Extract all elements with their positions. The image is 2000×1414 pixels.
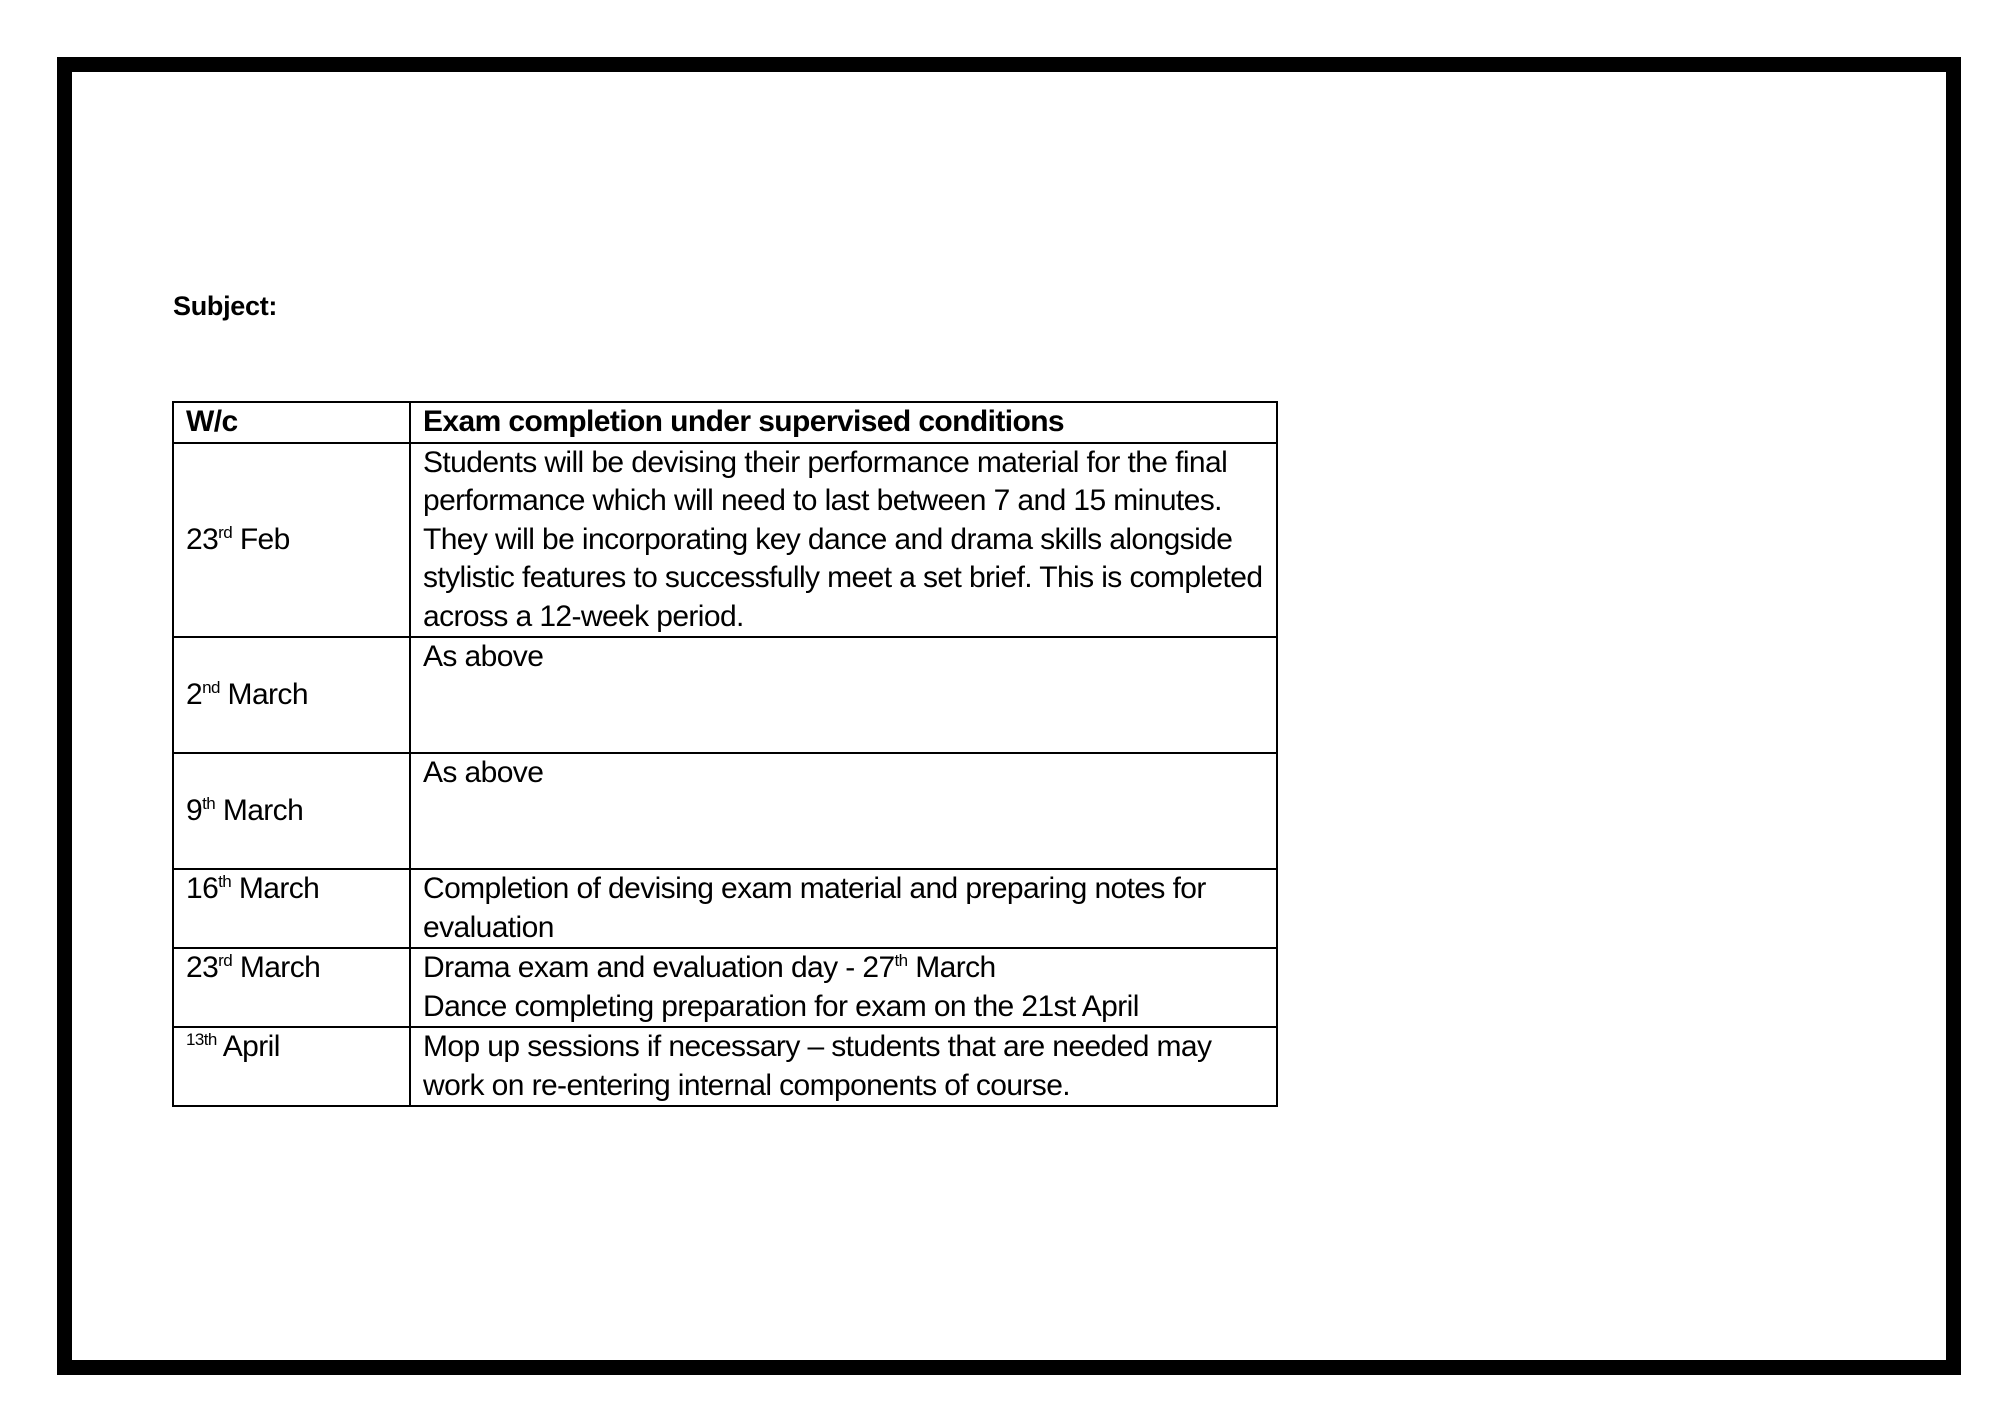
schedule-table	[172, 401, 1278, 1107]
date-ordinal: th	[894, 951, 908, 970]
activity-description: Mop up sessions if necessary – students that are needed may work on re-entering internal components of course.	[410, 1027, 1277, 1106]
date-month: April	[216, 1030, 280, 1063]
table-row	[173, 948, 1277, 1027]
date-month: March	[219, 677, 308, 711]
subject-label: Subject:	[173, 291, 278, 321]
date-month: March	[231, 872, 320, 905]
activity-description	[410, 948, 1277, 1027]
date-ordinal: rd	[218, 522, 233, 542]
week-date-cell	[173, 1027, 410, 1106]
week-date-cell	[173, 443, 410, 638]
description-line: Drama exam and evaluation day - 27th March	[423, 951, 996, 984]
table-row	[173, 1027, 1277, 1106]
table-row	[173, 753, 1277, 869]
date-number: 9	[186, 793, 203, 827]
table-row	[173, 869, 1277, 948]
week-date-cell	[173, 753, 410, 869]
table-row	[173, 637, 1277, 753]
activity-description: Students will be devising their performance material for the final performance which will need to last between 7 and 15 minutes. They will be incorporating key dance and drama skills alongside stylistic features to successfully meet a set brief. This is completed across a 12-week period.	[410, 443, 1277, 638]
date-number-superscript: 13th	[186, 1030, 217, 1049]
date-number: 23	[186, 522, 219, 556]
week-date-cell	[173, 637, 410, 753]
header-week-commencing: W/c	[173, 402, 410, 443]
date-month: Feb	[232, 522, 290, 556]
date-ordinal: rd	[218, 951, 233, 970]
week-date-cell	[173, 948, 410, 1027]
date-month: March	[232, 951, 321, 984]
date-number: 2	[186, 677, 203, 711]
table-row	[173, 443, 1277, 638]
date-ordinal: th	[202, 793, 216, 813]
activity-description: Completion of devising exam material and preparing notes for evaluation	[410, 869, 1277, 948]
table-header-row	[173, 402, 1277, 443]
header-activity: Exam completion under supervised conditions	[410, 402, 1277, 443]
date-ordinal: nd	[202, 677, 220, 697]
activity-description: As above	[410, 753, 1277, 869]
date-number: 23	[186, 951, 219, 984]
date-month: March	[215, 793, 304, 827]
week-date-cell	[173, 869, 410, 948]
date-ordinal: th	[218, 872, 232, 891]
activity-description: As above	[410, 637, 1277, 753]
date-number: 16	[186, 872, 219, 905]
description-line: Dance completing preparation for exam on the 21st April	[423, 989, 1139, 1023]
